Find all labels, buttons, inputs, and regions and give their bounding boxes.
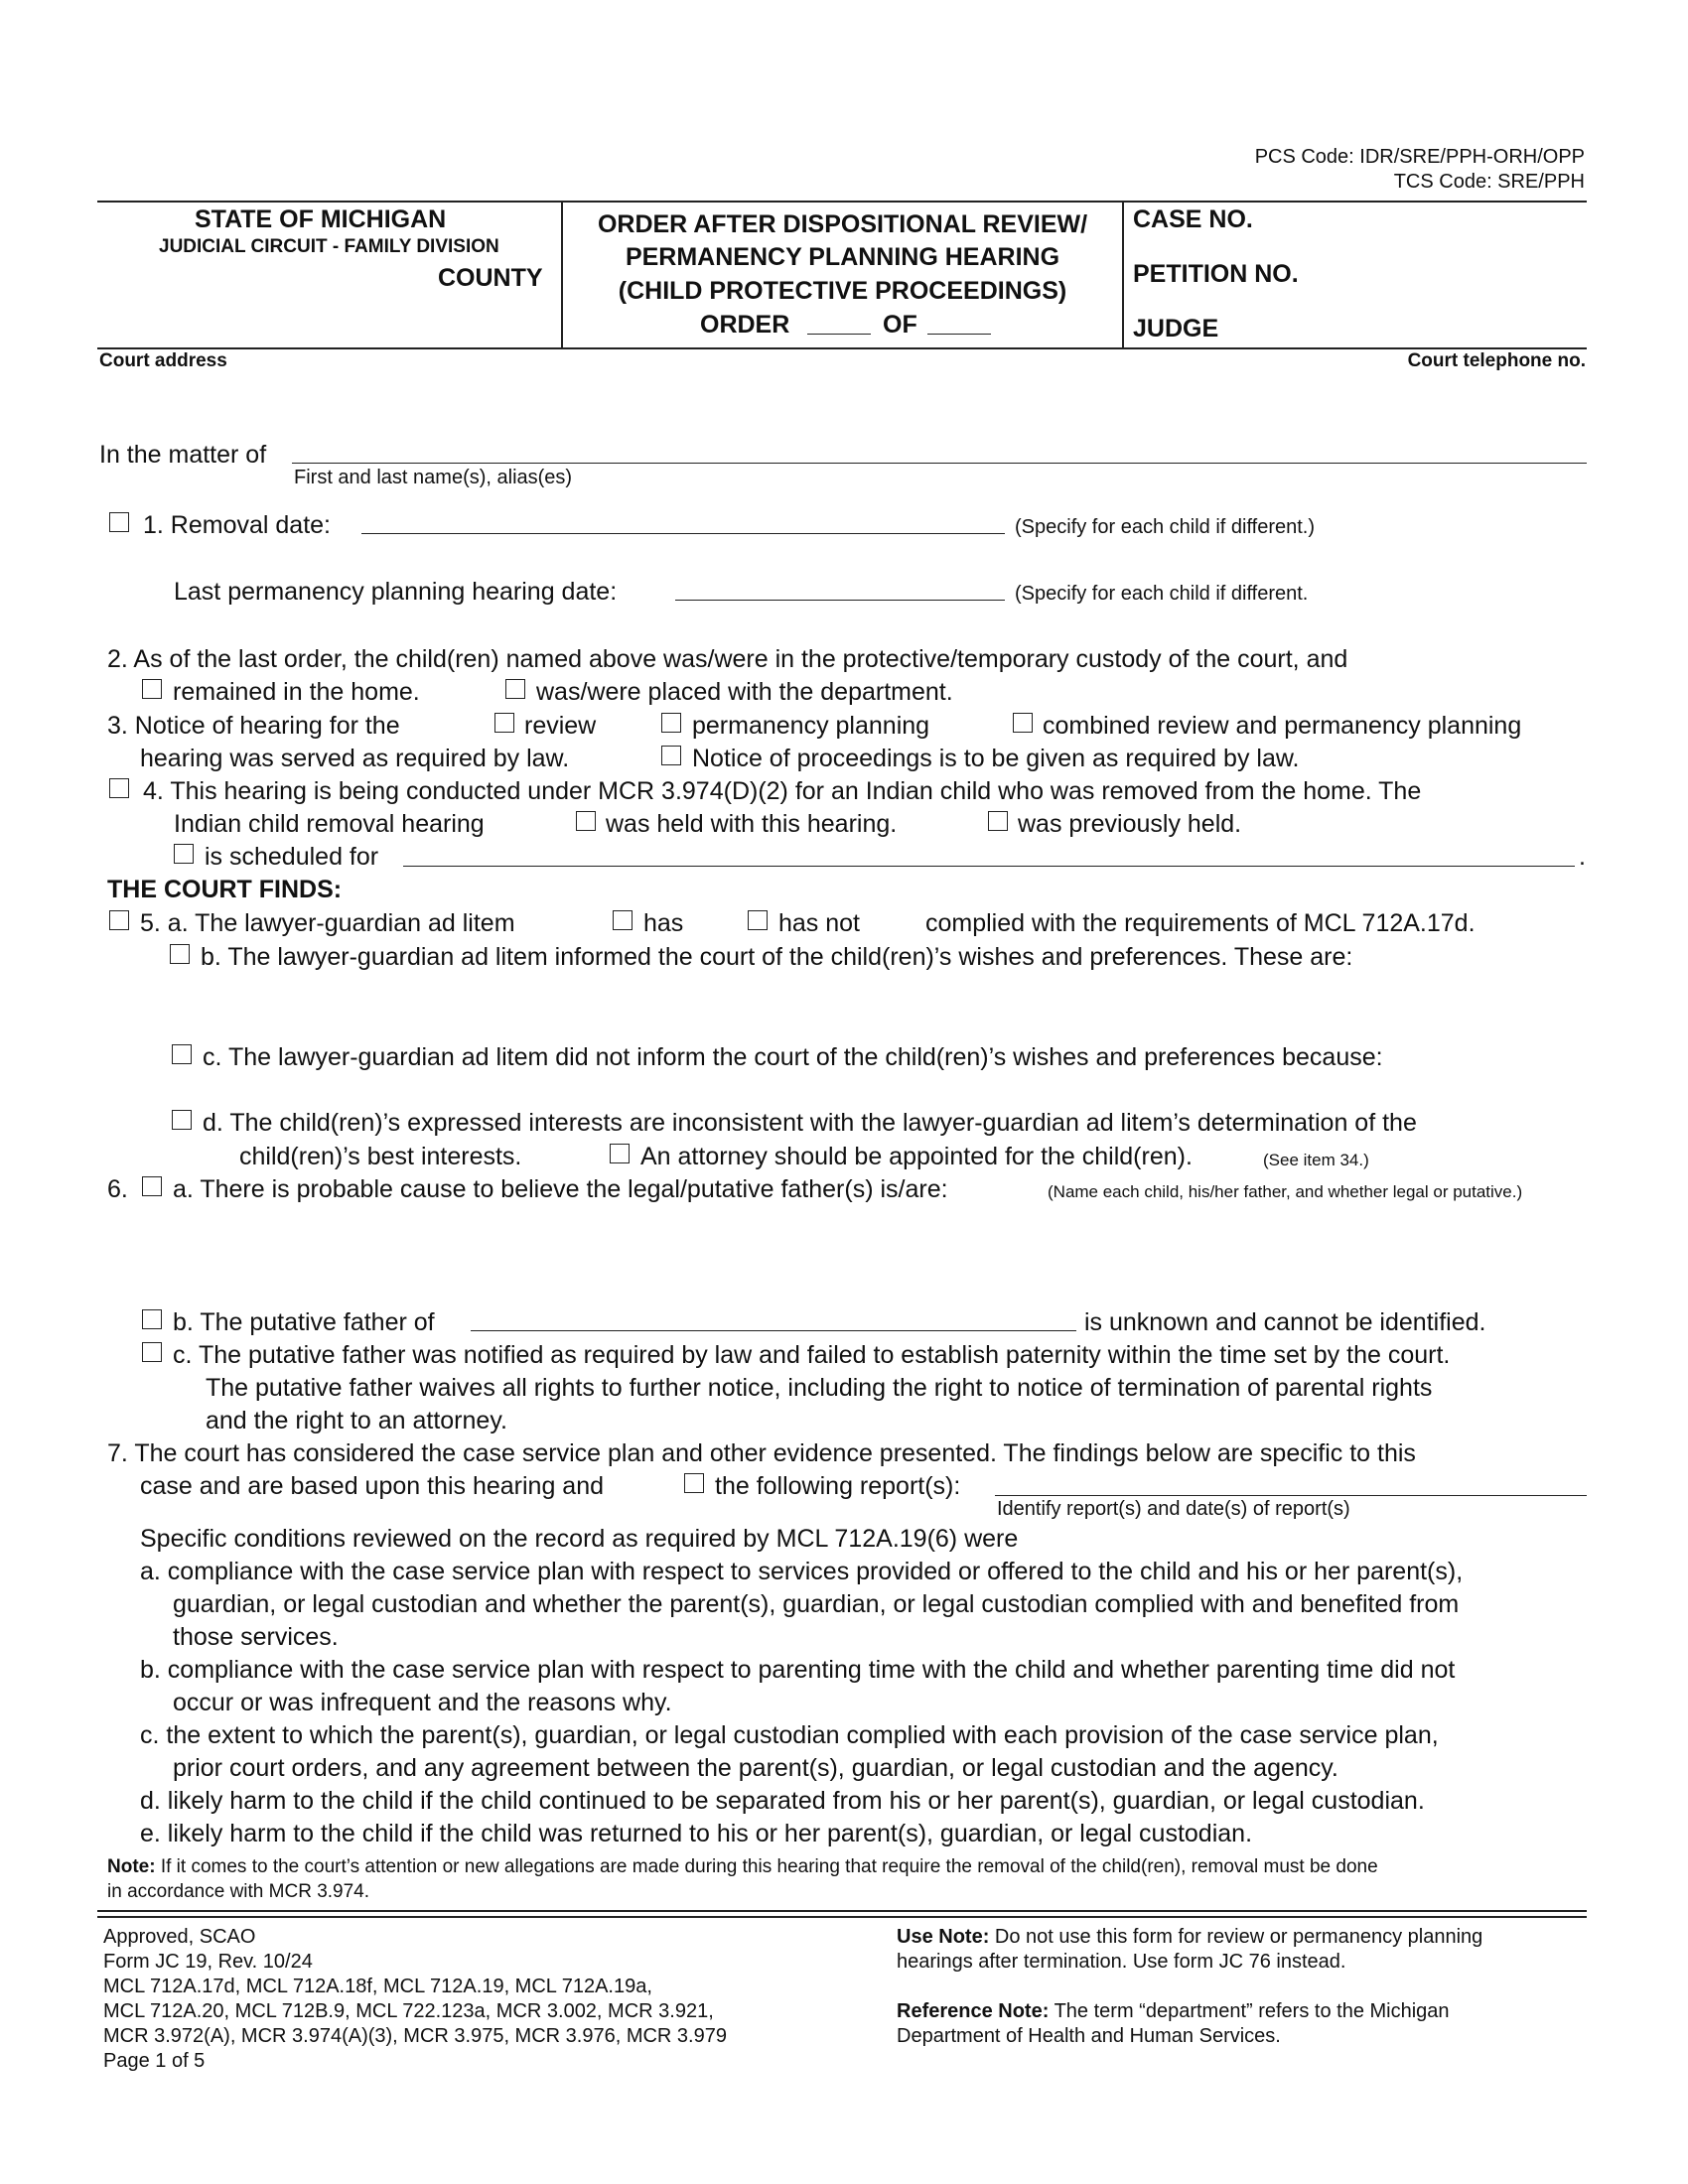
item5-a-tail: complied with the requirements of MCL 712A.17d. (925, 909, 1476, 937)
court-finds-heading: THE COURT FINDS: (107, 876, 343, 903)
item3-combined-label: combined review and permanency planning (1043, 712, 1522, 740)
item4-text: 4. This hearing is being conducted under MCR 3.974(D)(2) for an Indian child who was removed from the home. The (143, 777, 1422, 805)
use-note-line2: hearings after termination. Use form JC 76 instead. (897, 1951, 1346, 1973)
item3-line2: hearing was served as required by law. (140, 745, 570, 772)
item7-conditions: Specific conditions reviewed on the record as required by MCL 712A.19(6) were (140, 1525, 1019, 1553)
item3-notice-label: Notice of proceedings is to be given as required by law. (692, 745, 1300, 772)
use-note-text-1: Do not use this form for review or permanency planning (994, 1926, 1483, 1948)
of-label: OF (883, 311, 917, 339)
item7-a-line1: a. compliance with the case service plan with respect to services provided or offered to the child and his or her parent(s), (140, 1558, 1464, 1585)
item6-a-note: (Name each child, his/her father, and whether legal or putative.) (1048, 1182, 1523, 1201)
footer-form: Form JC 19, Rev. 10/24 (103, 1951, 313, 1973)
form-title-2: PERMANENCY PLANNING HEARING (625, 243, 1060, 271)
item6-c-checkbox[interactable] (142, 1342, 162, 1362)
item1-label: 1. Removal date: (143, 511, 331, 539)
reference-note-label: Reference Note: (897, 2000, 1050, 2022)
item5-d-note: (See item 34.) (1263, 1151, 1369, 1169)
item4-period: . (1579, 843, 1586, 871)
footer-rule-1 (97, 1910, 1587, 1912)
last-pph-note: (Specify for each child if different. (1015, 583, 1309, 605)
item7-report-checkbox[interactable] (684, 1473, 704, 1493)
item2-remained-checkbox[interactable] (142, 679, 162, 699)
item2-text: 2. As of the last order, the child(ren) named above was/were in the protective/temporary custody of the court, and (107, 645, 1348, 673)
item5-c-text: c. The lawyer-guardian ad litem did not inform the court of the child(ren)’s wishes and preferences because: (203, 1043, 1383, 1071)
item4-sched-label: is scheduled for (205, 843, 379, 871)
item7-b-line2: occur or was infrequent and the reasons why. (173, 1689, 672, 1716)
item4-line2: Indian child removal hearing (174, 810, 485, 838)
reference-note-line2: Department of Health and Human Services. (897, 2025, 1281, 2047)
item5-has-label: has (643, 909, 684, 937)
circuit-label: JUDICIAL CIRCUIT - FAMILY DIVISION (159, 236, 499, 257)
item4-held-label: was held with this hearing. (606, 810, 898, 838)
reports-field[interactable] (995, 1495, 1587, 1496)
item5-attorney-checkbox[interactable] (610, 1144, 630, 1163)
court-address-label: Court address (99, 350, 227, 371)
item7-b-line1: b. compliance with the case service plan with respect to parenting time with the child and whether parenting time did not (140, 1656, 1456, 1684)
item5-d-text: d. The child(ren)’s expressed interests are inconsistent with the lawyer-guardian ad litem’s determination of the (203, 1109, 1417, 1137)
item6-a-text: a. There is probable cause to believe the legal/putative father(s) is/are: (173, 1175, 948, 1203)
item6-b-label: b. The putative father of (173, 1308, 435, 1336)
item4-prev-label: was previously held. (1018, 810, 1242, 838)
item6-a-checkbox[interactable] (142, 1176, 162, 1196)
reference-note-text-1: The term “department” refers to the Michigan (1054, 2000, 1450, 2022)
item7-line1: 7. The court has considered the case service plan and other evidence presented. The findings below are specific to this (107, 1439, 1416, 1467)
item3-pp-checkbox[interactable] (661, 713, 681, 733)
item5-b-text: b. The lawyer-guardian ad litem informed the court of the child(ren)’s wishes and preferences. These are: (201, 943, 1353, 971)
item3-text: 3. Notice of hearing for the (107, 712, 400, 740)
item7-a-line2: guardian, or legal custodian and whether the parent(s), guardian, or legal custodian complied with and benefited from (173, 1590, 1460, 1618)
court-phone-label: Court telephone no. (1407, 350, 1586, 371)
note-line2: in accordance with MCR 3.974. (107, 1881, 370, 1902)
item7-c-line1: c. the extent to which the parent(s), guardian, or legal custodian complied with each provision of the case service plan, (140, 1721, 1439, 1749)
case-no-label: CASE NO. (1133, 205, 1253, 233)
item6-c-text: c. The putative father was notified as required by law and failed to establish paternity within the time set by the court. (173, 1341, 1451, 1369)
use-note-label: Use Note: (897, 1926, 990, 1948)
last-pph-date-field[interactable] (675, 600, 1005, 601)
footer-rule-2 (97, 1916, 1587, 1918)
item7-report-label: the following report(s): (715, 1472, 961, 1500)
item7-line2: case and are based upon this hearing and (140, 1472, 605, 1500)
item4-prev-checkbox[interactable] (988, 811, 1008, 831)
item6-c-line2: The putative father waives all rights to further notice, including the right to notice of termination of parental rights (206, 1374, 1433, 1402)
item6-b-checkbox[interactable] (142, 1309, 162, 1329)
item4-held-checkbox[interactable] (576, 811, 596, 831)
item7-e-line1: e. likely harm to the child if the child was returned to his or her parent(s), guardian, or legal custodian. (140, 1820, 1253, 1847)
item5-d-line2: child(ren)’s best interests. (239, 1143, 522, 1170)
item3-review-checkbox[interactable] (494, 713, 514, 733)
form-title-3: (CHILD PROTECTIVE PROCEEDINGS) (618, 277, 1067, 305)
item2-remained-label: remained in the home. (173, 678, 420, 706)
item1-note: (Specify for each child if different.) (1015, 516, 1315, 538)
order-total-field[interactable] (927, 334, 991, 335)
note-text-1: If it comes to the court’s attention or new allegations are made during this hearing that require the removal of the child(ren), removal must be done (160, 1856, 1378, 1877)
item5-d-checkbox[interactable] (172, 1110, 192, 1130)
note-label: Note: (107, 1856, 156, 1877)
footer-mcl-2: MCL 712A.20, MCL 712B.9, MCL 722.123a, MCR 3.002, MCR 3.921, (103, 2000, 714, 2022)
last-pph-label: Last permanency planning hearing date: (174, 578, 618, 606)
putative-father-of-field[interactable] (471, 1330, 1076, 1331)
header-bottom-rule (97, 347, 1587, 349)
footer-page: Page 1 of 5 (103, 2050, 206, 2072)
item5-hasnot-label: has not (778, 909, 861, 937)
item4-checkbox[interactable] (109, 778, 129, 798)
item5-hasnot-checkbox[interactable] (748, 910, 768, 930)
item3-notice-checkbox[interactable] (661, 746, 681, 765)
form-title-1: ORDER AFTER DISPOSITIONAL REVIEW/ (597, 210, 1088, 238)
petition-no-label: PETITION NO. (1133, 260, 1299, 288)
state-title: STATE OF MICHIGAN (195, 205, 447, 233)
header-top-rule (97, 201, 1587, 203)
matter-label: In the matter of (99, 441, 267, 469)
item3-pp-label: permanency planning (692, 712, 930, 740)
footer-mcl-3: MCR 3.972(A), MCR 3.974(A)(3), MCR 3.975, MCR 3.976, MCR 3.979 (103, 2025, 727, 2047)
item7-a-line3: those services. (173, 1623, 339, 1651)
tcs-code: TCS Code: SRE/PPH (1393, 171, 1585, 193)
header-divider-2 (1122, 201, 1124, 347)
judge-label: JUDGE (1133, 315, 1219, 342)
removal-date-field[interactable] (361, 533, 1005, 534)
scheduled-date-field[interactable] (403, 866, 1575, 867)
item7-d-line1: d. likely harm to the child if the child continued to be separated from his or her parent(s), guardian, or legal custodian. (140, 1787, 1425, 1815)
item1-checkbox[interactable] (109, 512, 129, 532)
item5-has-checkbox[interactable] (613, 910, 633, 930)
order-label: ORDER (700, 311, 790, 339)
item5-c-checkbox[interactable] (172, 1044, 192, 1064)
item4-sched-checkbox[interactable] (174, 844, 194, 864)
order-number-field[interactable] (807, 334, 871, 335)
footer-approved: Approved, SCAO (103, 1926, 256, 1948)
item5-a-label: 5. a. The lawyer-guardian ad litem (140, 909, 515, 937)
reports-caption: Identify report(s) and date(s) of report(s) (997, 1498, 1350, 1520)
pcs-code: PCS Code: IDR/SRE/PPH-ORH/OPP (1254, 146, 1585, 168)
item6-c-line3: and the right to an attorney. (206, 1407, 507, 1434)
item3-combined-checkbox[interactable] (1013, 713, 1033, 733)
item6-number: 6. (107, 1175, 128, 1203)
item5-attorney-label: An attorney should be appointed for the child(ren). (640, 1143, 1193, 1170)
county-label: COUNTY (438, 264, 543, 292)
reference-note-line1 (897, 2000, 1450, 2023)
use-note-line1 (897, 1926, 1482, 1949)
item2-placed-label: was/were placed with the department. (536, 678, 953, 706)
item3-review-label: review (524, 712, 597, 740)
footer-mcl-1: MCL 712A.17d, MCL 712A.18f, MCL 712A.19, MCL 712A.19a, (103, 1976, 652, 1997)
note-line1 (107, 1856, 1378, 1878)
item6-b-tail: is unknown and cannot be identified. (1084, 1308, 1486, 1336)
item2-placed-checkbox[interactable] (505, 679, 525, 699)
item5-b-checkbox[interactable] (170, 944, 190, 964)
item7-c-line2: prior court orders, and any agreement between the parent(s), guardian, or legal custodian and the agency. (173, 1754, 1338, 1782)
child-name-field[interactable] (292, 463, 1587, 464)
item5-checkbox[interactable] (109, 910, 129, 930)
matter-caption: First and last name(s), alias(es) (294, 467, 573, 488)
